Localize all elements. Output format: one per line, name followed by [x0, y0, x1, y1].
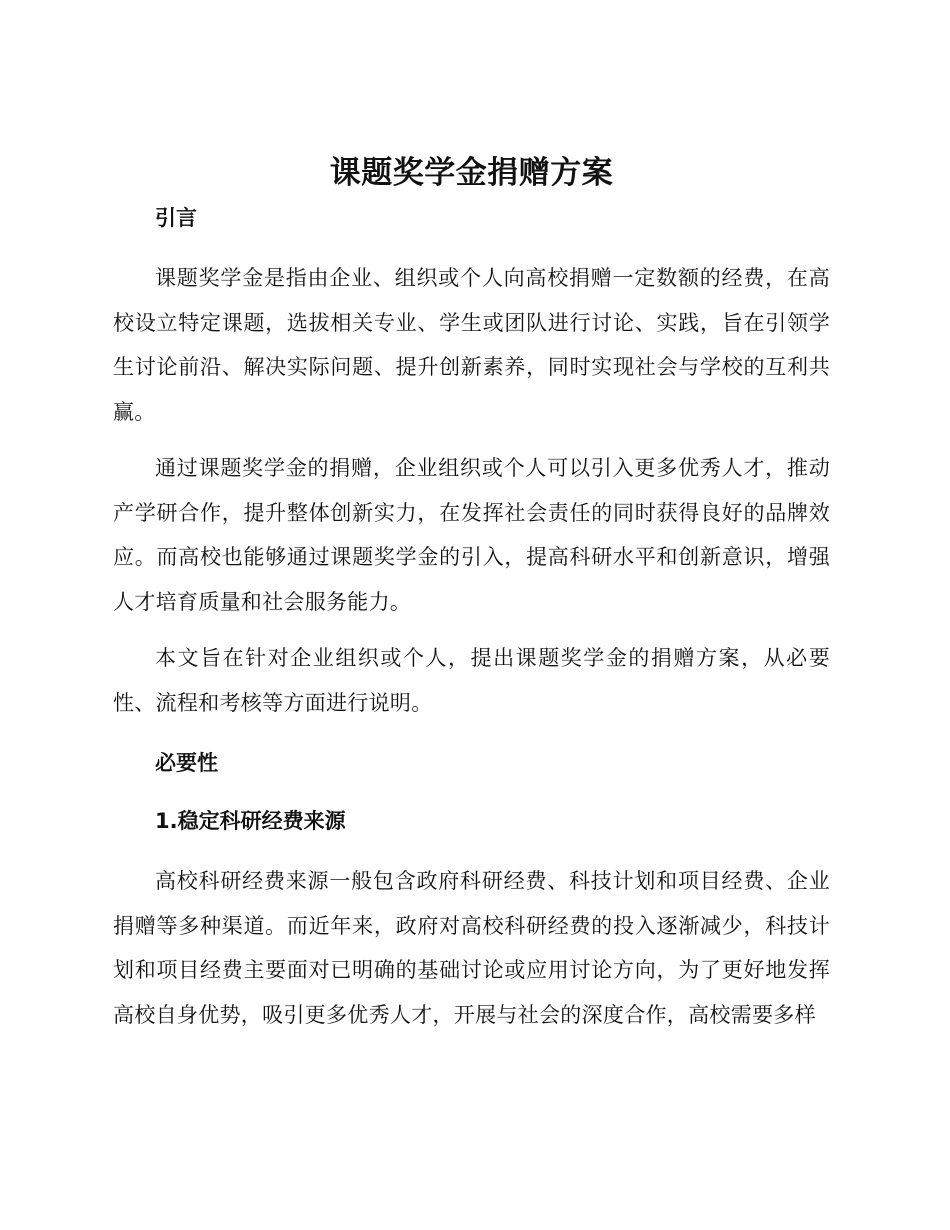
section-heading-necessity: 必要性: [155, 751, 218, 775]
intro-paragraph-1: 课题奖学金是指由企业、组织或个人向高校捐赠一定数额的经费，在高校设立特定课题，选拔相关专业、学生或团队进行讨论、实践，旨在引领学生讨论前沿、解决实际问题、提升创新素养，同时实现社会与学校的互利共赢。: [113, 266, 830, 424]
document-body: [113, 150, 830, 1037]
section-heading-intro: 引言: [155, 206, 197, 230]
subsection-1-paragraph-1: 高校科研经费来源一般包含政府科研经费、科技计划和项目经费、企业捐赠等多种渠道。而近年来，政府对高校科研经费的投入逐渐减少，科技计划和项目经费主要面对已明确的基础讨论或应用讨论方向，为了更好地发挥高校自身优势，吸引更多优秀人才，开展与社会的深度合作，高校需要多样: [113, 869, 830, 1027]
subsection-heading-1: 1.稳定科研经费来源: [155, 809, 346, 833]
intro-paragraph-2: 通过课题奖学金的捐赠，企业组织或个人可以引入更多优秀人才，推动产学研合作，提升整体创新实力，在发挥社会责任的同时获得良好的品牌效应。而高校也能够通过课题奖学金的引入，提高科研水平和创新意识，增强人才培育质量和社会服务能力。: [113, 456, 830, 614]
intro-paragraph-3: 本文旨在针对企业组织或个人，提出课题奖学金的捐赠方案，从必要性、流程和考核等方面进行说明。: [113, 646, 830, 715]
document-title: 课题奖学金捐赠方案: [329, 155, 614, 191]
